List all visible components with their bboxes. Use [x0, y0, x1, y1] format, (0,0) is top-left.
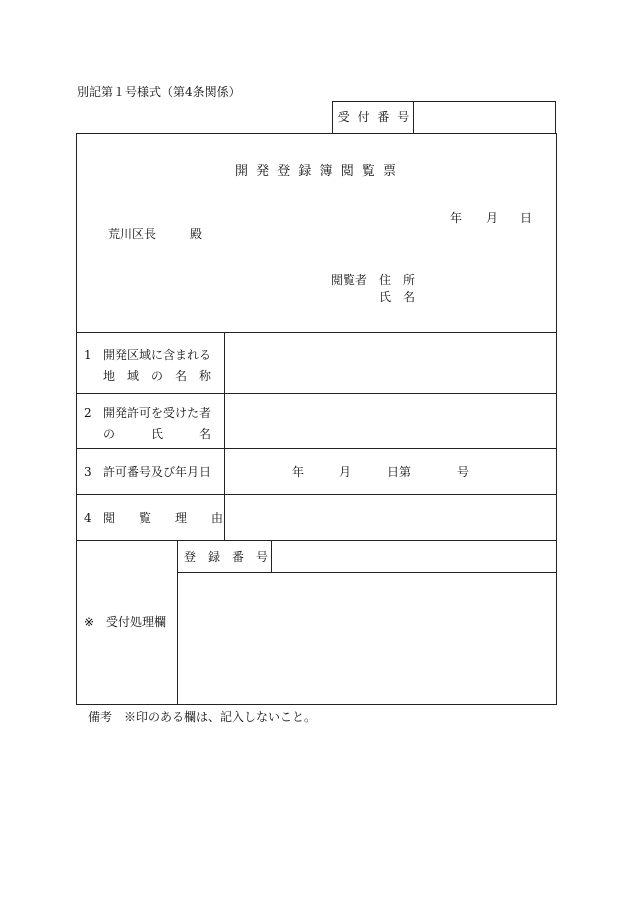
- form-title: 開 発 登 録 簿 閲 覧 票: [235, 164, 398, 179]
- addressee: 荒川区長: [108, 227, 157, 241]
- row-2-label-line2: の 氏 名: [103, 427, 212, 441]
- receipt-number-label: 受 付 番 号: [337, 110, 412, 124]
- permit-go-label: 号: [457, 465, 470, 479]
- area-name-field[interactable]: [225, 333, 556, 393]
- viewer-name-field[interactable]: [430, 287, 550, 305]
- viewer-address-field[interactable]: [430, 270, 550, 288]
- row-4-number: 4: [84, 511, 92, 525]
- honorific: 殿: [190, 227, 203, 241]
- form-number-header: 別記第１号様式（第4条関係）: [77, 85, 241, 99]
- row-1-number: 1: [84, 348, 92, 362]
- row-4-label: 閲 覧 理 由: [103, 511, 224, 525]
- viewer-address-label: 住 所: [379, 273, 416, 287]
- reason-field[interactable]: [225, 495, 556, 540]
- viewer-name-label: 氏 名: [379, 290, 416, 304]
- permit-year-label: 年: [292, 465, 305, 479]
- permit-holder-name-field[interactable]: [225, 394, 556, 448]
- registration-number-label: 登 録 番 号: [184, 550, 269, 564]
- row-2-number: 2: [84, 406, 92, 420]
- receipt-number-field[interactable]: [414, 102, 555, 133]
- date-day-label: 日: [520, 211, 533, 225]
- permit-number-date-field[interactable]: [225, 449, 556, 494]
- remarks-note: 備考 ※印のある欄は、記入しないこと。: [88, 710, 317, 724]
- row-1-label-line2: 地 域 の 名 称: [103, 369, 212, 383]
- permit-month-label: 月: [339, 465, 352, 479]
- office-use-mark: ※: [84, 615, 95, 629]
- date-month-label: 月: [486, 211, 499, 225]
- office-processing-area: [178, 573, 556, 704]
- viewer-label: 閲覧者: [331, 273, 368, 287]
- row-1-label-line1: 開発区域に含まれる: [103, 348, 212, 362]
- registration-number-field[interactable]: [272, 541, 556, 572]
- row-3-number: 3: [84, 465, 92, 479]
- date-year-label: 年: [450, 211, 463, 225]
- permit-day-number-label: 日第: [387, 465, 412, 479]
- office-use-label: 受付処理欄: [106, 615, 167, 629]
- row-3-label: 許可番号及び年月日: [103, 465, 212, 479]
- row-2-label-line1: 開発許可を受けた者: [103, 406, 212, 420]
